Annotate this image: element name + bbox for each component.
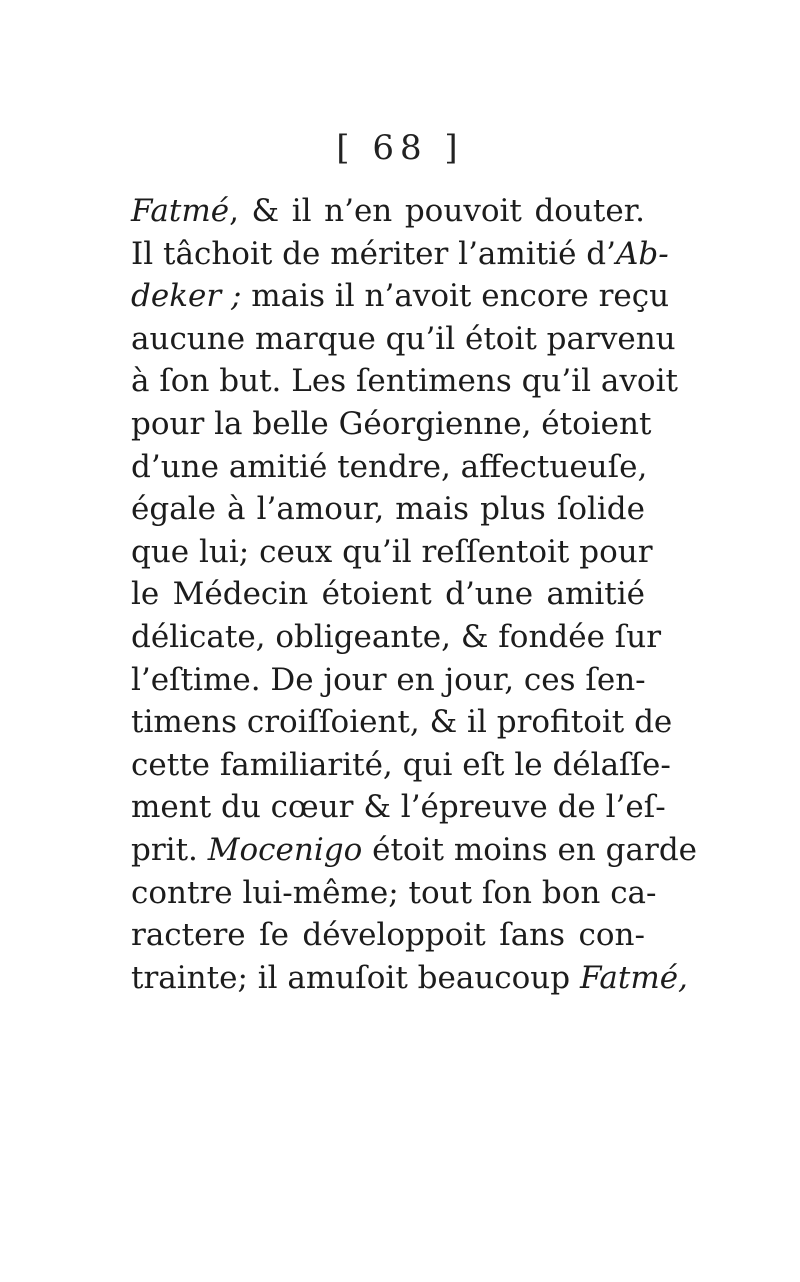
text-line xyxy=(131,488,645,531)
text-segment: délicate, obligeante, & fondée ſur xyxy=(131,618,662,655)
italic-text: Fatmé, xyxy=(579,959,688,996)
text-line xyxy=(131,531,653,574)
text-line xyxy=(131,275,670,318)
text-segment: mais il n’avoit encore reçu xyxy=(241,278,670,315)
italic-text: Fatmé xyxy=(131,193,230,229)
text-segment: contre lui-même; tout ſon bon ca- xyxy=(131,874,657,911)
text-line xyxy=(131,190,645,233)
text-segment: le Médecin étoient d’une amitié xyxy=(131,576,645,613)
text-line xyxy=(131,829,698,872)
text-segment: que lui; ceux qu’il reſſentoit pour xyxy=(131,533,653,570)
text-segment: égale à l’amour, mais plus ſolide xyxy=(131,491,645,528)
text-line xyxy=(131,914,645,957)
text-segment: pour la belle Géorgienne, étoient xyxy=(131,405,652,442)
text-segment: l’eſtime. De jour en jour, ces ſen- xyxy=(131,661,646,698)
text-segment: ractere ſe développoit ſans con- xyxy=(131,917,645,954)
text-segment: cette familiarité, qui eſt le délaſſe- xyxy=(131,746,671,783)
text-line xyxy=(131,233,669,276)
text-segment: étoit moins en garde xyxy=(362,831,698,868)
text-line xyxy=(131,744,671,787)
text-line xyxy=(131,318,676,361)
text-segment: timens croiſſoient, & il profitoit de xyxy=(131,704,673,741)
text-line xyxy=(131,957,688,1000)
italic-text: Mocenigo xyxy=(207,831,363,868)
text-line xyxy=(131,403,652,446)
italic-text: deker ; xyxy=(131,278,242,315)
text-segment: , & il n’en pouvoit douter. xyxy=(229,193,645,229)
text-segment: à ſon but. Les ſentimens qu’il avoit xyxy=(131,363,678,400)
text-line xyxy=(131,360,678,403)
text-segment: Il tâchoit de mériter l’amitié d’ xyxy=(131,235,616,272)
italic-text: Ab- xyxy=(616,235,669,272)
text-line xyxy=(131,659,645,702)
page-number: [ 68 ] xyxy=(336,128,464,168)
text-segment: trainte; il amuſoit beaucoup xyxy=(131,959,580,996)
text-line xyxy=(131,616,662,659)
text-segment: aucune marque qu’il étoit parvenu xyxy=(131,320,676,357)
text-line xyxy=(131,446,648,489)
text-segment: ment du cœur & l’épreuve de l’eſ- xyxy=(131,789,666,826)
text-line xyxy=(131,573,645,616)
body-text xyxy=(131,190,698,999)
text-segment: prit. xyxy=(131,831,208,868)
text-line xyxy=(131,786,666,829)
text-segment: d’une amitié tendre, affectueuſe, xyxy=(131,448,648,485)
text-line xyxy=(131,701,673,744)
text-line xyxy=(131,872,657,915)
